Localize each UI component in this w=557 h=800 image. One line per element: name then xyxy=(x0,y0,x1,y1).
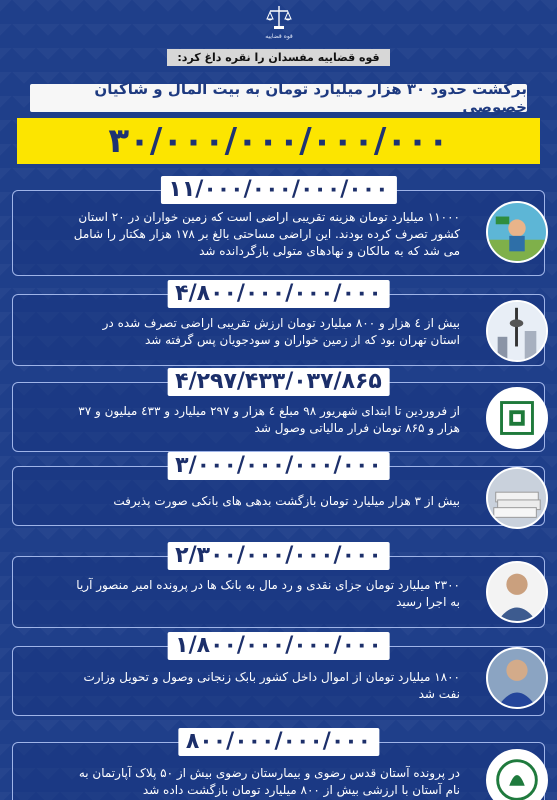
card-text: ۲۳۰۰ میلیارد تومان جزای نقدی و رد مال به بانک ها در پرونده امیر منصور آریا به اجرا رسید xyxy=(76,578,460,609)
card-text: در پرونده آستان قدس رضوی و بیمارستان رضوی بیش از ۵۰ پلاک آپارتمان به نام آستان با ارزشی بیش از ۸۰۰ میلیارد تومان بازگشت داده شد xyxy=(78,766,460,797)
judiciary-emblem xyxy=(262,4,296,44)
card-amount: ۱۱/۰۰۰/۰۰۰/۰۰۰/۰۰۰ xyxy=(160,176,396,204)
card-bank-debts xyxy=(12,453,545,526)
astan-quds-logo-icon xyxy=(486,749,548,800)
card-babak-zanjani xyxy=(12,633,545,716)
subtitle xyxy=(0,46,557,66)
total-amount: ۳۰/۰۰۰/۰۰۰/۰۰۰/۰۰۰ xyxy=(17,118,540,164)
card-amount: ۲/۳۰۰/۰۰۰/۰۰۰/۰۰۰ xyxy=(167,542,390,570)
card-amount: ۱/۸۰۰/۰۰۰/۰۰۰/۰۰۰ xyxy=(167,632,390,660)
card-land-provinces xyxy=(12,177,545,276)
card-amount: ۳/۰۰۰/۰۰۰/۰۰۰/۰۰۰ xyxy=(167,452,390,480)
card-tax xyxy=(12,369,545,452)
card-text: بیش از ۳ هزار میلیارد تومان بازگشت بدهی های بانکی صورت پذیرفت xyxy=(113,494,460,508)
emblem-caption: قوه قضاییه xyxy=(265,33,293,40)
person-portrait-icon xyxy=(486,561,548,623)
tax-organization-logo-icon xyxy=(486,387,548,449)
card-text: ۱۸۰۰ میلیارد تومان از اموال داخل کشور بابک زنجانی وصول و تحویل وزارت نفت شد xyxy=(83,670,460,701)
card-amount: ۴/۸۰۰/۰۰۰/۰۰۰/۰۰۰ xyxy=(167,280,390,308)
land-grab-illustration-icon xyxy=(486,201,548,263)
page-title: برگشت حدود ۳۰ هزار میلیارد تومان به بیت المال و شاکیان خصوصی xyxy=(30,84,527,112)
card-amount: ۸۰۰/۰۰۰/۰۰۰/۰۰۰ xyxy=(178,728,379,756)
card-amount: ۴/۲۹۷/۴۳۳/۰۳۷/۸۶۵ xyxy=(167,368,390,396)
card-amir-mansour-aria xyxy=(12,543,545,628)
person-portrait-icon xyxy=(486,647,548,709)
card-text: از فروردین تا ابتدای شهریور ۹۸ مبلغ ٤ هزار و ۲۹۷ میلیارد و ٤۳۳ میلیون و ۳۷ هزار و ۸۶۵ تومان فرار مالیاتی وصول شد xyxy=(78,404,460,435)
subtitle-text: قوه قضاییه مفسدان را نقره داغ کرد: xyxy=(167,49,389,66)
card-text: بیش از ٤ هزار و ۸۰۰ میلیارد تومان ارزش تقریبی اراضی تصرف شده در استان تهران بود که از زمین خواران و سودجویان پس گرفته شد xyxy=(102,316,460,347)
card-land-tehran xyxy=(12,281,545,366)
scales-of-justice-icon xyxy=(266,4,292,32)
card-astan-quds xyxy=(12,729,545,800)
money-stack-icon xyxy=(486,467,548,529)
tehran-tower-icon xyxy=(486,300,548,362)
card-text: ۱۱۰۰۰ میلیارد تومان هزینه تقریبی اراضی است که زمین خواران در ۲۰ استان کشور تصرف کرده بودند. این اراضی مساحتی بالغ بر ۱۷۸ هزار هکتار را شامل می شد که به مالکان و نهادهای متولی بازگردانده شد xyxy=(73,210,460,258)
